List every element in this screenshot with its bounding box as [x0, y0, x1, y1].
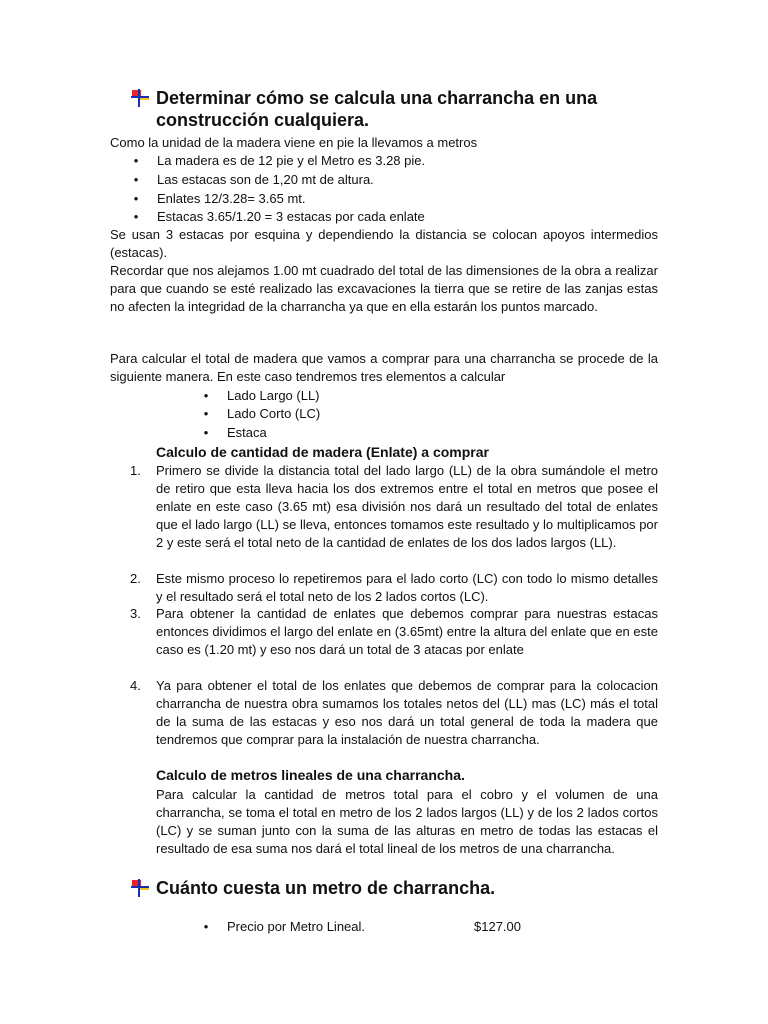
bullet-icon: • [133, 172, 139, 187]
paragraph: Se usan 3 estacas por esquina y dependiendo la distancia se colocan apoyos intermedios (estacas). [110, 227, 658, 260]
price-label: Precio por Metro Lineal. [227, 919, 366, 934]
heading-section-1 [130, 87, 650, 131]
subheading: Calculo de metros lineales de una charrancha. [156, 767, 465, 783]
flag-bullet-icon [130, 89, 150, 107]
price-value: $127.00 [474, 919, 521, 934]
paragraph: Para calcular el total de madera que vamos a comprar para una charrancha se procede de la siguiente manera. En este caso tendremos tres elementos a calcular [110, 351, 658, 384]
document-page: Determinar cómo se calcula una charrancha en una construcción cualquiera. Como la unidad de la madera viene en pie la llevamos a metros • La madera es de 12 pie y el Metro es 3.28 pie. • Las estacas son de 1,20 mt de altura. • Enlates 12/3.28= 3.65 mt. • Estacas 3.65/1.20 = 3 estacas por cada enlate Se usan 3 estacas por esquina y dependiendo la distancia se colocan apoyos intermedios (estacas). Recordar que nos alejamos 1.00 mt cuadrado del total de las dimensiones de la obra a realizar para que cuando se esté realizado las excavaciones la tierra que se retire de las zanjas estas no afecten la integridad de la charrancha ya que en ella estarán los puntos marcado. Para calcular el total de madera que vamos a comprar para una charrancha se procede de la siguiente manera. En este caso tendremos tres elementos a calcular • Lado Largo (LL) • Lado Corto (LC) • Estaca Calculo de cantidad de madera (Enlate) a comprar 1. Primero se divide la distancia total del lado largo (LL) de la obra sumándole el metro de retiro que esta lleva hacia los dos extremos entre el total en metros que posee el enlate en este caso (3.65 mt) esa división nos dará un resultado del total de enlates que el lado largo (LL) se lleva, entonces tomamos este resultado y lo multiplicamos por 2 y este será el total neto de la cantidad de enlates de los dos lados largos (LL). 2. Este mismo proceso lo repetiremos para el lado corto (LC) con todo lo mismo detalles y el resultado será el total neto de los 2 lados cortos (LC). 3. Para obtener la cantidad de enlates que debemos comprar para nuestras estacas entonces dividimos el largo del enlate en (3.65mt) entre la altura del enlate que en este caso es (1.20 mt) y eso nos dará un total de 3 atacas por enlate 4. Ya para obtener el total de los enlates que debemos de comprar para la colocacion charrancha de nuestra obra sumamos los totales netos del (LL) mas (LC) más el total de la suma de las estacas y eso nos dará un total general de toda la madera que tendremos que comprar para la instalación de nuestra charrancha. Calculo de metros lineales de una charrancha. Para calcular la cantidad de metros total para el cobro y el volumen de una charrancha, se toma el total en metro de los 2 lados largos (LL) y de los 2 lados cortos (LC) y se suman junto con la suma de las alturas en metro de todas las estacas el resultado de esa suma nos dará el total lineal de los metros de una charrancha. Cuánto cuesta un metro de charrancha. • Precio por Metro Lineal. $127.00 [110, 88, 658, 934]
numbered-item: 4. Ya para obtener el total de los enlates que debemos de comprar para la colocacion charrancha de nuestra obra sumamos los totales netos del (LL) mas (LC) más el total de la suma de las estacas y eso nos dará un total general de toda la madera que tendremos que comprar para la instalación de nuestra charrancha. [130, 678, 658, 747]
bullet-icon: • [203, 388, 209, 403]
heading-section-2 [130, 877, 650, 899]
subheading: Calculo de cantidad de madera (Enlate) a comprar [156, 444, 489, 460]
bullet-icon: • [133, 153, 139, 168]
paragraph: Recordar que nos alejamos 1.00 mt cuadrado del total de las dimensiones de la obra a realizar para que cuando se esté realizado las excavaciones la tierra que se retire de las zanjas estas no afecten la integridad de la charrancha ya que en ella estarán los puntos marcado. [110, 263, 658, 314]
numbered-item: 2. Este mismo proceso lo repetiremos para el lado corto (LC) con todo lo mismo detalles y el resultado será el total neto de los 2 lados cortos (LC). [130, 571, 658, 604]
intro-text: Como la unidad de la madera viene en pie la llevamos a metros [110, 135, 478, 150]
heading-text: Cuánto cuesta un metro de charrancha. [156, 878, 496, 898]
bullet-icon: • [203, 406, 209, 421]
bullet-icon: • [133, 209, 139, 224]
bullet-icon: • [203, 425, 209, 440]
numbered-item: 3. Para obtener la cantidad de enlates que debemos comprar para nuestras estacas entonces dividimos el largo del enlate en (3.65mt) entre la altura del enlate que en este caso es (1.20 mt) y eso nos dará un total de 3 atacas por enlate [130, 606, 658, 657]
numbered-item: 1. Primero se divide la distancia total del lado largo (LL) de la obra sumándole el metro de retiro que esta lleva hacia los dos extremos entre el total en metros que posee el enlate en este caso (3.65 mt) esa división nos dará un resultado del total de enlates que el lado largo (LL) se lleva, entonces tomamos este resultado y lo multiplicamos por 2 y este será el total neto de la cantidad de enlates de los dos lados largos (LL). [130, 463, 658, 550]
flag-bullet-icon [130, 879, 150, 897]
bullet-icon: • [133, 191, 139, 206]
heading-text: Determinar cómo se calcula una charrancha en una construcción cualquiera. [156, 88, 598, 130]
paragraph: Para calcular la cantidad de metros total para el cobro y el volumen de una charrancha, se toma el total en metro de los 2 lados largos (LL) y de los 2 lados cortos (LC) y se suman junto con la suma de las alturas en metro de todas las estacas el resultado de esa suma nos dará el total lineal de los metros de una charrancha. [156, 787, 658, 856]
bullet-icon: • [203, 919, 209, 934]
